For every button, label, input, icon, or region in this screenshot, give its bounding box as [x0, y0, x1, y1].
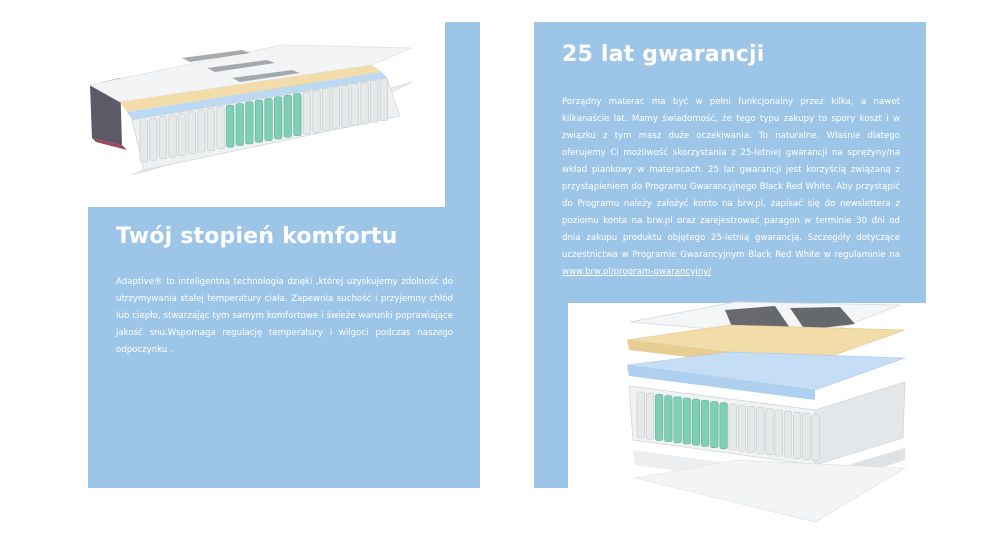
right-panel-strip	[534, 303, 568, 488]
warranty-description-text: Porządny materac ma być w pełni funkcjonalny przez kilka, a nawet kilkanaście lat. Mamy świadomość, że tego typu zakupy to spory koszt i w związku z tym masz duże oczekiwania. To naturalne. Właśnie dlatego oferujemy Ci możliwość skorzystania z 25-letniej gwarancji na sprężyny/na wkład piankowy w materacach. 25 lat gwarancji jest korzyścią związaną z przystąpieniem do Programu Gwarancyjnego Black Red White. Aby przystąpić do Programu należy założyć konto na brw.pl, zapisać się do newslettera z poziomu konta na brw.pl oraz zarejestrować paragon w terminie 30 dni od dnia zakupu produktu objętego 25-letnią gwarancją. Szczegóły dotyczące uczestnictwa w Programie Gwarancyjnym Black Red White w regulaminie na	[562, 97, 900, 260]
warranty-program-link[interactable]: www.brw.pl/program-gwarancyjny/	[562, 267, 712, 277]
comfort-description: Adaptive® to inteligentna technologia dzięki ,której uzyskujemy zdolność do utrzymywania stałej temperatury ciała. Zapewnia suchość i przyjemny chłód lub ciepło, stwarzając tym samym komfortowe i świeże warunki poprawiające jakość snu.Wspomaga regulację temperatury i wilgoci podczas naszego odpoczynku .	[116, 277, 453, 355]
mattress-cutaway-illustration	[82, 20, 422, 200]
mattress-layers-illustration	[615, 300, 915, 525]
left-panel-top	[445, 22, 480, 207]
warranty-heading: 25 lat gwarancji	[562, 42, 765, 67]
warranty-description	[562, 94, 900, 281]
comfort-heading: Twój stopień komfortu	[116, 224, 398, 249]
